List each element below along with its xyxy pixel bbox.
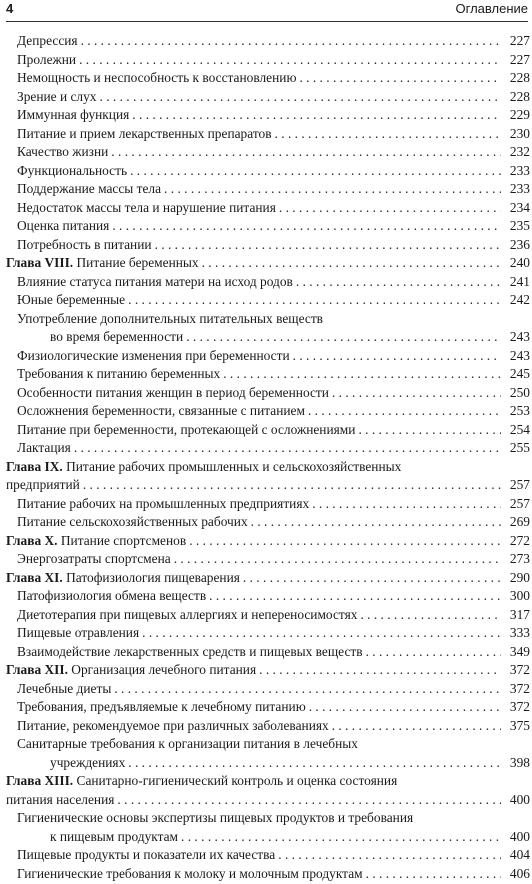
toc-entry-title bbox=[17, 681, 111, 697]
toc-entry-title bbox=[17, 33, 78, 49]
dot-leader bbox=[312, 496, 501, 512]
toc-entry-text: Питание, рекомендуемое при различных заболеваниях bbox=[17, 718, 329, 733]
dot-leader bbox=[128, 292, 501, 308]
toc-entry-title bbox=[6, 570, 240, 586]
toc-entry-text: Гигиенические основы экспертизы пищевых продуктов и требования bbox=[17, 810, 413, 825]
toc-entry-text: Оценка питания bbox=[17, 218, 109, 233]
toc-entry-title bbox=[17, 625, 139, 641]
toc-entry[interactable] bbox=[0, 533, 532, 552]
toc-entry-text: Диетотерапия при пищевых аллергиях и непереносимостях bbox=[17, 607, 357, 622]
toc-page-number: 243 bbox=[504, 348, 532, 364]
toc-entry-title bbox=[17, 385, 329, 401]
dot-leader bbox=[223, 366, 501, 382]
toc-entry[interactable] bbox=[0, 274, 532, 293]
chapter-label: Глава IX. bbox=[6, 459, 63, 474]
toc-entry-title bbox=[6, 533, 186, 549]
toc-entry-text: Пищевые отравления bbox=[17, 625, 139, 640]
toc-entry[interactable] bbox=[0, 107, 532, 126]
running-header bbox=[6, 0, 528, 22]
page-number: 4 bbox=[6, 1, 13, 16]
toc-entry[interactable] bbox=[0, 255, 532, 274]
toc-entry[interactable] bbox=[0, 366, 532, 385]
toc-entry[interactable] bbox=[0, 570, 532, 589]
toc-page-number: 257 bbox=[504, 477, 532, 493]
toc-page-number: 290 bbox=[504, 570, 532, 586]
toc-entry[interactable] bbox=[0, 607, 532, 626]
toc-entry-title bbox=[17, 348, 290, 364]
toc-entry[interactable] bbox=[0, 496, 532, 515]
toc-entry-title bbox=[17, 810, 413, 826]
toc-entry-title bbox=[50, 829, 178, 845]
dot-leader bbox=[155, 237, 501, 253]
toc-entry-text: Недостаток массы тела и нарушение питания bbox=[17, 200, 276, 215]
toc-entry[interactable] bbox=[0, 126, 532, 145]
toc-entry-text: Поддержание массы тела bbox=[17, 181, 161, 196]
toc-page-number: 257 bbox=[504, 496, 532, 512]
toc-entry[interactable] bbox=[0, 588, 532, 607]
dot-leader bbox=[332, 718, 501, 734]
chapter-label: Глава XIII. bbox=[6, 773, 73, 788]
toc-entry-text: Зрение и слух bbox=[17, 89, 97, 104]
toc-page-number: 406 bbox=[504, 866, 532, 882]
toc-entry[interactable] bbox=[0, 829, 532, 848]
toc-entry-text: Требования к питанию беременных bbox=[17, 366, 220, 381]
toc-entry-title bbox=[17, 311, 323, 327]
toc-page-number: 300 bbox=[504, 588, 532, 604]
toc-page-number: 272 bbox=[504, 533, 532, 549]
toc-entry[interactable] bbox=[0, 181, 532, 200]
toc-entry-title bbox=[17, 181, 161, 197]
dot-leader bbox=[174, 551, 501, 567]
dot-leader bbox=[164, 181, 501, 197]
dot-leader bbox=[112, 218, 501, 234]
toc-entry-title bbox=[50, 329, 183, 345]
toc-entry-title bbox=[17, 200, 276, 216]
toc-page-number: 245 bbox=[504, 366, 532, 382]
toc-entry-text: Потребность в питании bbox=[17, 237, 152, 252]
toc-page-number: 230 bbox=[504, 126, 532, 142]
toc-page-number: 232 bbox=[504, 144, 532, 160]
toc-page-number: 375 bbox=[504, 718, 532, 734]
toc-entry-title bbox=[6, 773, 397, 789]
toc-entry-title bbox=[17, 144, 108, 160]
toc-entry[interactable] bbox=[0, 52, 532, 71]
dot-leader bbox=[293, 348, 501, 364]
toc-page-number: 233 bbox=[504, 163, 532, 179]
toc-entry-text: Физиологические изменения при беременности bbox=[17, 348, 290, 363]
toc-entry-text: Осложнения беременности, связанные с питанием bbox=[17, 403, 305, 418]
toc-page-number: 242 bbox=[504, 292, 532, 308]
chapter-label: Глава XII. bbox=[6, 662, 68, 677]
toc-entry-text: Качество жизни bbox=[17, 144, 108, 159]
toc-entry[interactable] bbox=[0, 718, 532, 737]
toc-entry[interactable] bbox=[0, 662, 532, 681]
toc-entry-text: Питание при беременности, протекающей с осложнениями bbox=[17, 422, 355, 437]
dot-leader bbox=[74, 440, 501, 456]
dot-leader bbox=[366, 644, 501, 660]
toc-page-number: 254 bbox=[504, 422, 532, 438]
toc-entry-text: Патофизиология пищеварения bbox=[66, 570, 240, 585]
toc-entry[interactable] bbox=[0, 773, 532, 792]
toc-entry[interactable] bbox=[0, 514, 532, 533]
toc-page-number: 398 bbox=[504, 755, 532, 771]
toc-entry[interactable] bbox=[0, 644, 532, 663]
dot-leader bbox=[299, 70, 501, 86]
toc-page-number: 255 bbox=[504, 440, 532, 456]
toc-entry[interactable] bbox=[0, 200, 532, 219]
dot-leader bbox=[186, 329, 501, 345]
toc-entry[interactable] bbox=[0, 866, 532, 884]
toc-page-number: 404 bbox=[504, 847, 532, 863]
toc-entry[interactable] bbox=[0, 792, 532, 811]
toc-entry-text: Питание беременных bbox=[77, 255, 199, 270]
toc-page-number: 273 bbox=[504, 551, 532, 567]
toc-entry[interactable] bbox=[0, 218, 532, 237]
toc-entry[interactable] bbox=[0, 681, 532, 700]
dot-leader bbox=[79, 52, 501, 68]
toc-entry-text: Пищевые продукты и показатели их качества bbox=[17, 847, 275, 862]
toc-entry[interactable] bbox=[0, 163, 532, 182]
toc-entry-title bbox=[6, 792, 114, 808]
toc-entry-title bbox=[17, 718, 329, 734]
toc-entry-text: Гигиенические требования к молоку и молочным продуктам bbox=[17, 866, 363, 881]
dot-leader bbox=[202, 255, 501, 271]
toc-entry-title bbox=[17, 847, 275, 863]
dot-leader bbox=[132, 107, 501, 123]
toc-entry-title bbox=[17, 107, 129, 123]
toc-page-number: 240 bbox=[504, 255, 532, 271]
toc-entry-text: Немощность и неспособность к восстановлению bbox=[17, 70, 296, 85]
toc-entry-text: Юные беременные bbox=[17, 292, 125, 307]
toc-entry[interactable] bbox=[0, 477, 532, 496]
dot-leader bbox=[114, 681, 501, 697]
dot-leader bbox=[111, 144, 501, 160]
dot-leader bbox=[308, 403, 501, 419]
toc-page-number: 235 bbox=[504, 218, 532, 234]
toc-page-number: 234 bbox=[504, 200, 532, 216]
toc-entry-title bbox=[17, 551, 171, 567]
toc-entry[interactable] bbox=[0, 89, 532, 108]
toc-entry-title bbox=[17, 403, 305, 419]
dot-leader bbox=[332, 385, 501, 401]
dot-leader bbox=[243, 570, 501, 586]
toc-entry-text: Патофизиология обмена веществ bbox=[17, 588, 206, 603]
toc-entry-text: Депрессия bbox=[17, 33, 78, 48]
dot-leader bbox=[189, 533, 501, 549]
toc-page-number: 227 bbox=[504, 52, 532, 68]
toc-entry-text: к пищевым продуктам bbox=[50, 829, 178, 844]
toc-entry-text: учреждениях bbox=[50, 755, 125, 770]
toc-page-number: 228 bbox=[504, 89, 532, 105]
dot-leader bbox=[366, 866, 501, 882]
toc-page-number: 241 bbox=[504, 274, 532, 290]
toc-entry-text: предприятий bbox=[6, 477, 80, 492]
toc-page-number: 372 bbox=[504, 699, 532, 715]
toc-entry[interactable] bbox=[0, 736, 532, 755]
toc-entry-text: Питание и прием лекарственных препаратов bbox=[17, 126, 272, 141]
toc-entry-text: питания населения bbox=[6, 792, 114, 807]
toc-entry-text: Влияние статуса питания матери на исход родов bbox=[17, 274, 293, 289]
toc-page-number: 233 bbox=[504, 181, 532, 197]
toc-entry-text: во время беременности bbox=[50, 329, 183, 344]
dot-leader bbox=[209, 588, 501, 604]
toc-page-number: 228 bbox=[504, 70, 532, 86]
toc-entry-title bbox=[17, 292, 125, 308]
toc-entry-title bbox=[6, 459, 401, 475]
toc-entry[interactable] bbox=[0, 551, 532, 570]
toc-entry-text: Иммунная функция bbox=[17, 107, 129, 122]
toc-entry[interactable] bbox=[0, 810, 532, 829]
dot-leader bbox=[360, 607, 501, 623]
dot-leader bbox=[81, 33, 501, 49]
toc-entry[interactable] bbox=[0, 144, 532, 163]
dot-leader bbox=[83, 477, 501, 493]
toc-entry[interactable] bbox=[0, 70, 532, 89]
toc-page-number: 253 bbox=[504, 403, 532, 419]
toc-entry-title bbox=[17, 736, 358, 752]
toc-entry-title bbox=[50, 755, 125, 771]
toc-page-number: 333 bbox=[504, 625, 532, 641]
chapter-label: Глава XI. bbox=[6, 570, 63, 585]
toc-entry-text: Взаимодействие лекарственных средств и пищевых веществ bbox=[17, 644, 363, 659]
toc-entry-text: Энергозатраты спортсмена bbox=[17, 551, 171, 566]
dot-leader bbox=[278, 847, 501, 863]
toc-entry-title bbox=[17, 89, 97, 105]
toc-entry-title bbox=[17, 496, 309, 512]
toc-entry-title bbox=[17, 163, 127, 179]
toc-entry-text: Питание рабочих промышленных и сельскохозяйственных bbox=[66, 459, 401, 474]
toc-entry[interactable] bbox=[0, 311, 532, 330]
toc-entry-title bbox=[17, 588, 206, 604]
toc-entry-title bbox=[6, 477, 80, 493]
toc-entry-title bbox=[17, 237, 152, 253]
toc-entry[interactable] bbox=[0, 292, 532, 311]
toc-page-number: 372 bbox=[504, 681, 532, 697]
toc-entry[interactable] bbox=[0, 440, 532, 459]
toc-entry-text: Особенности питания женщин в период беременности bbox=[17, 385, 329, 400]
toc-entry[interactable] bbox=[0, 755, 532, 774]
toc-entry[interactable] bbox=[0, 625, 532, 644]
toc-entry[interactable] bbox=[0, 329, 532, 348]
dot-leader bbox=[259, 662, 501, 678]
dot-leader bbox=[279, 200, 501, 216]
toc-entry-title bbox=[17, 422, 355, 438]
toc-page-number: 400 bbox=[504, 829, 532, 845]
table-of-contents bbox=[0, 33, 532, 884]
toc-page-number: 400 bbox=[504, 792, 532, 808]
toc-page-number: 227 bbox=[504, 33, 532, 49]
toc-entry[interactable] bbox=[0, 403, 532, 422]
toc-entry[interactable] bbox=[0, 847, 532, 866]
toc-page-number: 236 bbox=[504, 237, 532, 253]
toc-entry-text: Лечебные диеты bbox=[17, 681, 111, 696]
dot-leader bbox=[100, 89, 501, 105]
chapter-label: Глава X. bbox=[6, 533, 58, 548]
running-title: Оглавление bbox=[456, 1, 528, 16]
toc-entry-title bbox=[17, 70, 296, 86]
toc-entry[interactable] bbox=[0, 422, 532, 441]
toc-page-number: 349 bbox=[504, 644, 532, 660]
toc-entry-title bbox=[17, 514, 248, 530]
toc-entry-text: Питание рабочих на промышленных предприятиях bbox=[17, 496, 309, 511]
dot-leader bbox=[130, 163, 501, 179]
toc-page-number: 243 bbox=[504, 329, 532, 345]
toc-page-number: 317 bbox=[504, 607, 532, 623]
toc-entry[interactable] bbox=[0, 33, 532, 52]
toc-entry[interactable] bbox=[0, 385, 532, 404]
dot-leader bbox=[296, 274, 501, 290]
toc-entry-text: Питание спортсменов bbox=[61, 533, 186, 548]
toc-entry-title bbox=[17, 366, 220, 382]
toc-entry-title bbox=[6, 255, 199, 271]
toc-page-number: 250 bbox=[504, 385, 532, 401]
dot-leader bbox=[181, 829, 501, 845]
toc-entry[interactable] bbox=[0, 348, 532, 367]
toc-entry-text: Санитарно-гигиенический контроль и оценка состояния bbox=[77, 773, 398, 788]
toc-entry-text: Пролежни bbox=[17, 52, 76, 67]
toc-page-number: 229 bbox=[504, 107, 532, 123]
dot-leader bbox=[142, 625, 501, 641]
toc-entry[interactable] bbox=[0, 459, 532, 478]
toc-entry-text: Требования, предъявляемые к лечебному питанию bbox=[17, 699, 306, 714]
toc-entry-title bbox=[17, 274, 293, 290]
toc-entry[interactable] bbox=[0, 699, 532, 718]
toc-entry-title bbox=[17, 699, 306, 715]
dot-leader bbox=[358, 422, 501, 438]
dot-leader bbox=[251, 514, 501, 530]
toc-entry-title bbox=[17, 644, 363, 660]
toc-page-number: 372 bbox=[504, 662, 532, 678]
toc-entry-title bbox=[17, 607, 357, 623]
chapter-label: Глава VIII. bbox=[6, 255, 73, 270]
toc-entry-text: Питание сельскохозяйственных рабочих bbox=[17, 514, 248, 529]
dot-leader bbox=[275, 126, 501, 142]
toc-entry-text: Функциональность bbox=[17, 163, 127, 178]
dot-leader bbox=[128, 755, 501, 771]
toc-entry-title bbox=[17, 126, 272, 142]
toc-entry-text: Употребление дополнительных питательных веществ bbox=[17, 311, 323, 326]
toc-entry-text: Лактация bbox=[17, 440, 71, 455]
toc-entry-title bbox=[17, 52, 76, 68]
toc-entry-title bbox=[6, 662, 256, 678]
toc-entry-text: Санитарные требования к организации питания в лечебных bbox=[17, 736, 358, 751]
toc-entry[interactable] bbox=[0, 237, 532, 256]
toc-entry-text: Организация лечебного питания bbox=[71, 662, 256, 677]
toc-entry-title bbox=[17, 218, 109, 234]
dot-leader bbox=[309, 699, 501, 715]
toc-entry-title bbox=[17, 440, 71, 456]
toc-page-number: 269 bbox=[504, 514, 532, 530]
toc-entry-title bbox=[17, 866, 363, 882]
dot-leader bbox=[117, 792, 501, 808]
